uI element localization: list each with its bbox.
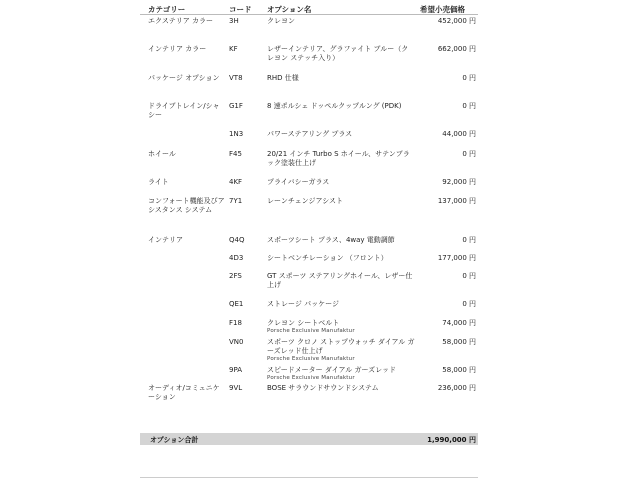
row-code: KF bbox=[229, 45, 238, 53]
row-option-name bbox=[267, 338, 415, 363]
row-price: 58,000 円 bbox=[442, 338, 476, 346]
row-code: 4KF bbox=[229, 178, 243, 186]
total-label: オプション合計 bbox=[150, 436, 199, 444]
row-option-name: シートベンチレーション （フロント） bbox=[267, 254, 388, 262]
row-price: 452,000 円 bbox=[437, 17, 476, 25]
row-option-name: BOSE サラウンドサウンドシステム bbox=[267, 384, 379, 392]
row-category: インテリア bbox=[148, 236, 183, 244]
row-price: 236,000 円 bbox=[437, 384, 476, 392]
row-price: 0 円 bbox=[462, 74, 476, 82]
row-price: 0 円 bbox=[462, 102, 476, 110]
row-code: F45 bbox=[229, 150, 242, 158]
row-option-name: プライバシーガラス bbox=[267, 178, 330, 186]
row-option-name bbox=[267, 319, 415, 335]
row-price: 44,000 円 bbox=[442, 130, 476, 138]
row-category: ホイール bbox=[148, 150, 176, 158]
row-option-name: スポーツシート プラス、4way 電動調節 bbox=[267, 236, 395, 244]
row-category: パッケージ オプション bbox=[148, 74, 220, 82]
option-text: スピードメーター ダイアル ガーズレッド bbox=[267, 366, 397, 374]
row-price: 0 円 bbox=[462, 236, 476, 244]
row-code: 9PA bbox=[229, 366, 243, 374]
row-code: 7Y1 bbox=[229, 197, 243, 205]
row-code: VT8 bbox=[229, 74, 243, 82]
header-category: カテゴリー bbox=[148, 5, 186, 14]
row-category: ドライブトレイン/シャシー bbox=[148, 102, 220, 119]
row-price: 92,000 円 bbox=[442, 178, 476, 186]
row-price: 58,000 円 bbox=[442, 366, 476, 374]
row-category: オーディオ/コミュニケーション bbox=[148, 384, 220, 401]
row-option-name: 8 速ポルシェ ドッペルクップルング (PDK) bbox=[267, 102, 402, 110]
row-option-name bbox=[267, 366, 415, 382]
row-code: QE1 bbox=[229, 300, 244, 308]
row-price: 0 円 bbox=[462, 150, 476, 158]
row-option-name: クレヨン bbox=[267, 17, 295, 25]
total-value: 1,990,000 円 bbox=[427, 436, 476, 444]
option-text: クレヨン シートベルト bbox=[267, 319, 340, 327]
row-code: 4D3 bbox=[229, 254, 244, 262]
option-text: スポーツ クロノ ストップウォッチ ダイアル ガーズレッド仕上げ bbox=[267, 338, 415, 355]
row-code: F18 bbox=[229, 319, 242, 327]
row-option-name: GT スポーツ ステアリングホイール、レザー仕上げ bbox=[267, 272, 413, 289]
row-option-name: レザーインテリア、グラファイト ブルー（クレヨン ステッチ入り） bbox=[267, 45, 409, 62]
row-code: VN0 bbox=[229, 338, 244, 346]
row-code: Q4Q bbox=[229, 236, 245, 244]
row-price: 177,000 円 bbox=[437, 254, 476, 262]
row-category: コンフォート機能及びアシスタンス システム bbox=[148, 197, 225, 214]
row-option-name: 20/21 インチ Turbo S ホイール、サテンブラック塗装仕上げ bbox=[267, 150, 410, 167]
row-price: 662,000 円 bbox=[437, 45, 476, 53]
row-option-name: レーンチェンジアシスト bbox=[267, 197, 343, 205]
header-price: 希望小売価格 bbox=[420, 5, 465, 14]
option-note: Porsche Exclusive Manufaktur bbox=[267, 375, 355, 381]
header-divider bbox=[140, 14, 478, 15]
row-price: 0 円 bbox=[462, 272, 476, 280]
row-price: 0 円 bbox=[462, 300, 476, 308]
header-code: コード bbox=[229, 5, 252, 14]
bottom-divider bbox=[140, 477, 478, 478]
row-option-name: RHD 仕様 bbox=[267, 74, 299, 82]
row-price: 137,000 円 bbox=[437, 197, 476, 205]
row-code: 2FS bbox=[229, 272, 242, 280]
row-category: ライト bbox=[148, 178, 169, 186]
row-option-name: ストレージ パッケージ bbox=[267, 300, 339, 308]
row-price: 74,000 円 bbox=[442, 319, 476, 327]
header-option: オプション名 bbox=[267, 5, 312, 14]
row-code: 3H bbox=[229, 17, 239, 25]
row-code: 1N3 bbox=[229, 130, 244, 138]
row-option-name: パワーステアリング プラス bbox=[267, 130, 353, 138]
row-category: インテリア カラー bbox=[148, 45, 207, 53]
option-note: Porsche Exclusive Manufaktur bbox=[267, 328, 355, 334]
row-code: G1F bbox=[229, 102, 243, 110]
row-category: エクステリア カラー bbox=[148, 17, 214, 25]
option-note: Porsche Exclusive Manufaktur bbox=[267, 356, 355, 362]
row-code: 9VL bbox=[229, 384, 243, 392]
